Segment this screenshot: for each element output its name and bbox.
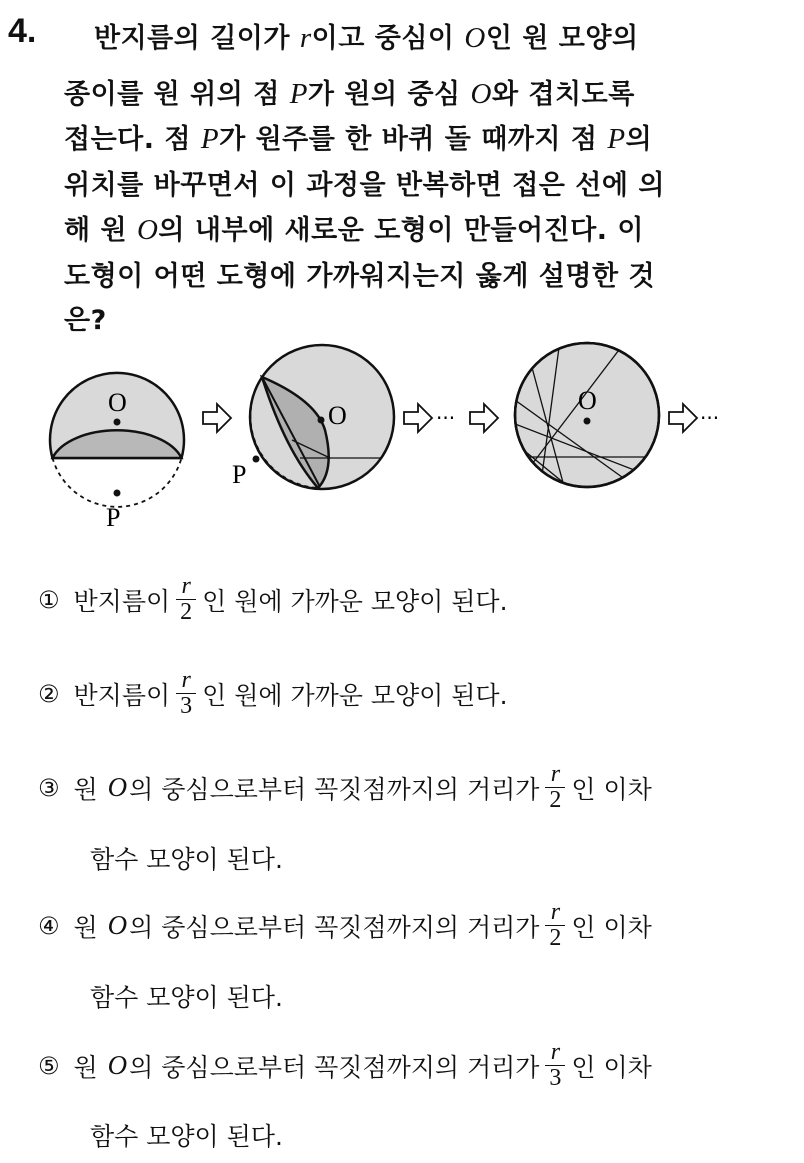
arrow-icon (203, 404, 231, 432)
choice-2[interactable]: ② 반지름이 $\frac{r}{3}$ 인 원에 가까운 모양이 된다. (38, 667, 508, 719)
choice-3[interactable]: ③ 원 O 의 중심으로부터 꼭짓점까지의 거리가 $\frac{r}{2}$ 인 이차 (38, 761, 652, 813)
question-line-2: 종이를 원 위의 점 P가 원의 중심 O와 겹치도록 (64, 78, 635, 110)
fraction: $\frac{r}{3}$ (176, 668, 196, 719)
label-p: P (232, 460, 247, 489)
figure-step-3 (505, 340, 665, 492)
arrow-icon (404, 404, 432, 432)
question-line-5: 해 원 O의 내부에 새로운 도형이 만들어진다. 이 (64, 214, 644, 246)
point-p-dot (114, 490, 121, 497)
question-line-3: 접는다. 점 P가 원주를 한 바퀴 돌 때까지 점 P의 (64, 123, 653, 155)
label-o: O (578, 386, 597, 415)
label-o: O (108, 388, 127, 417)
choice-4-continued: 함수 모양이 된다. (90, 983, 283, 1012)
fraction: $\frac{r}{2}$ (545, 762, 565, 813)
ellipsis: ··· (700, 406, 720, 430)
choice-1[interactable]: ① 반지름이 $\frac{r}{2}$ 인 원에 가까운 모양이 된다. (38, 573, 508, 625)
choice-5[interactable]: ⑤ 원 O 의 중심으로부터 꼭짓점까지의 거리가 $\frac{r}{3}$ 인 이차 (38, 1039, 652, 1091)
point-p-dot (253, 456, 260, 463)
figure-step-1 (50, 373, 184, 532)
arrow-icon (470, 404, 498, 432)
question-number: 4. (8, 12, 37, 50)
fraction: $\frac{r}{3}$ (545, 1040, 565, 1091)
question-line-7: 은? (64, 305, 107, 336)
center-dot (318, 417, 325, 424)
center-dot (114, 419, 121, 426)
dashed-arc (53, 458, 182, 507)
figure-step-2 (232, 345, 400, 489)
choice-3-continued: 함수 모양이 된다. (90, 845, 283, 874)
label-p: P (106, 503, 121, 532)
folding-figure (0, 340, 804, 540)
question-line-6: 도형이 어떤 도형에 가까워지는지 옳게 설명한 것 (64, 261, 656, 292)
arrow-icon (669, 404, 697, 432)
ellipsis: ··· (436, 406, 456, 430)
fraction: $\frac{r}{2}$ (176, 574, 196, 625)
label-o: O (328, 401, 347, 430)
choice-4[interactable]: ④ 원 O 의 중심으로부터 꼭짓점까지의 거리가 $\frac{r}{2}$ 인 이차 (38, 899, 652, 951)
question-line-4: 위치를 바꾸면서 이 과정을 반복하면 접은 선에 의 (64, 170, 665, 201)
choice-5-continued: 함수 모양이 된다. (90, 1122, 283, 1151)
question-line-1: 반지름의 길이가 r이고 중심이 O인 원 모양의 (94, 22, 639, 54)
fraction: $\frac{r}{2}$ (545, 900, 565, 951)
center-dot (584, 418, 591, 425)
